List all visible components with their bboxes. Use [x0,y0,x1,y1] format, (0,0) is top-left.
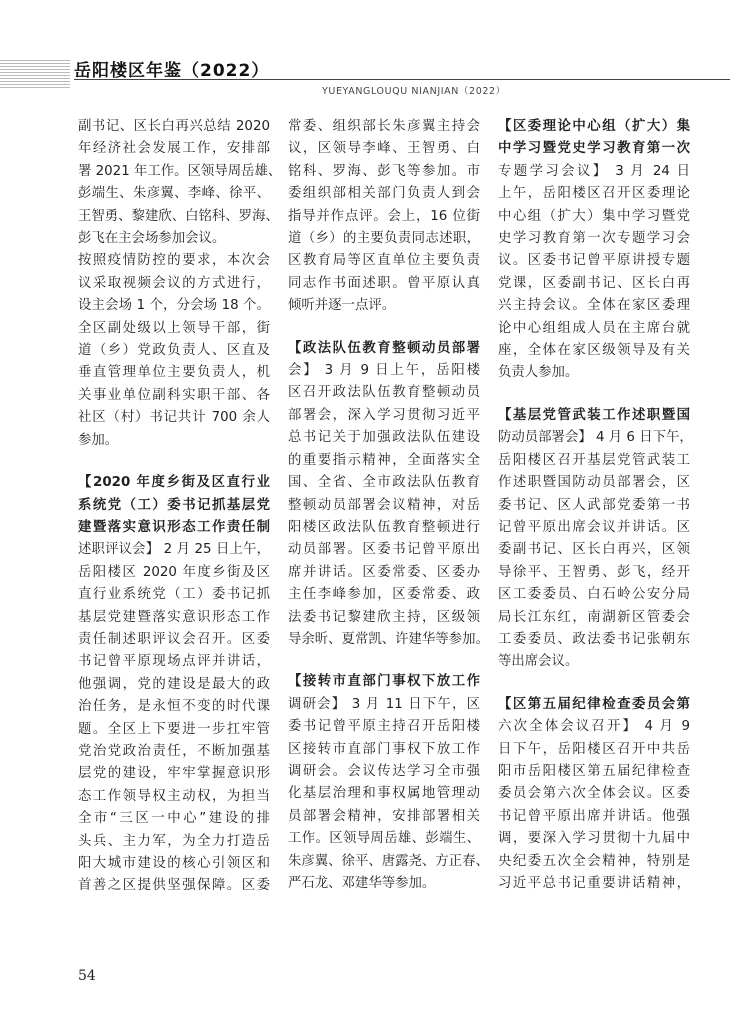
text-line: 彭端生、朱彦翼、李峰、徐平、 [78,186,270,202]
text-line: 委员会第六次全体会议。区委 [498,786,690,802]
text-line: 关事业单位副科实职干部、各 [78,387,270,403]
text-line: 法委书记黎建欣主持，区级领 [288,609,480,625]
text-line: 委组织部相关部门负责人到会 [288,186,480,202]
text-line: 岳阳楼区召开基层党管武装工 [498,452,690,468]
text-line: 党治党政治责任，不断加强基 [78,743,270,759]
paragraph-gap [288,318,480,338]
text-line: 铭科、罗海、彭飞等参加。市 [288,163,480,179]
text-line: 态工作领导权主动权，为担当 [78,788,270,804]
text-line: 基层党建暨落实意识形态工作 [78,609,270,625]
text-line: 治任务，是永恒不变的时代课 [78,699,270,715]
paragraph-gap [78,452,270,472]
text-line: 委书记、区人武部党委第一书 [498,497,690,513]
text-line: 的重要指示精神，全面落实全 [288,452,480,468]
text-line: 道（乡）党政负责人、区直及 [78,343,270,359]
text-line: 作述职暨国防动员部署会，区 [498,475,690,491]
text-line: 中心组（扩大）集中学习暨党 [498,208,690,224]
text-line: 阳市岳阳楼区第五届纪律检查 [498,763,690,779]
text-line: 书记曾平原现场点评并讲话， [78,654,270,670]
entry-heading-line: 【区第五届纪律检查委员会第 [498,696,690,712]
yearbook-subtitle: YUEYANGLOUQU NIANJIAN（2022） [322,86,506,97]
text-line: 直行业系统党（工）委书记抓 [78,587,270,603]
entry-heading-line: 系统党（工）委书记抓基层党 [78,497,270,513]
text-line: 席并讲话。区委常委、区委办 [288,564,480,580]
text-line: 调研会】 3 月 11 日下午，区 [288,696,480,712]
text-line: 习近平总书记重要讲话精神， [498,876,690,891]
yearbook-title: 岳阳楼区年鉴（2022） [74,61,270,81]
text-line: 会】 3 月 9 日上午，岳阳楼 [288,363,480,379]
text-line: 社区（村）书记共计 700 余人 [78,410,270,426]
text-line: 指导并作点评。会上，16 位街 [288,208,480,224]
text-line: 区教育局等区直单位主要负责 [288,253,480,269]
text-line: 头兵、主力军，为全力打造岳 [78,833,270,849]
text-line: 记曾平原出席会议并讲话。区 [498,519,690,535]
text-line: 道（乡）的主要负责同志述职， [288,231,480,247]
text-column-3 [498,116,693,895]
text-line: 整顿动员部署会议精神，对岳 [288,497,480,513]
entry-heading-line: 【政法队伍教育整顿动员部署 [288,340,480,356]
paragraph-gap [498,674,690,694]
text-line: 调研会。会议传达学习全市强 [288,763,480,779]
text-line: 区召开政法队伍教育整顿动员 [288,385,480,401]
text-line: 部署会，深入学习贯彻习近平 [288,407,480,423]
text-line: 防动员部署会】 4 月 6 日下午， [498,430,693,446]
text-line: 局长江东红，南湖新区管委会 [498,609,690,625]
text-line: 层党的建设，牢牢掌握意识形 [78,766,270,782]
text-line: 议。区委书记曾平原讲授专题 [498,253,690,269]
text-line: 年经济社会发展工作，安排部 [78,141,270,157]
text-line: 题。全区上下要进一步扛牢管 [78,721,270,737]
text-line: 议采取视频会议的方式进行， [78,275,270,291]
text-line: 严石龙、邓建华等参加。 [288,876,436,891]
text-line: 委书记曾平原主持召开岳阳楼 [288,719,480,735]
text-line: 总书记关于加强政法队伍建设 [288,430,480,446]
page-number: 54 [78,968,96,984]
text-line: 化基层治理和事权属地管理动 [288,786,480,802]
text-line: 员部署会精神，安排部署相关 [288,808,480,824]
text-line: 按照疫情防控的要求，本次会 [78,253,270,269]
text-line: 央纪委五次全会精神，特别是 [498,853,690,869]
text-line: 常委、组织部长朱彦翼主持会 [288,119,480,134]
text-line: 导徐平、王智勇、彭飞，经开 [498,564,690,580]
text-line: 动员部署。区委书记曾平原出 [288,542,480,558]
text-line: 全区副处级以上领导干部，街 [78,320,270,336]
text-line: 论中心组组成人员在主席台就 [498,320,690,336]
text-line: 书记曾平原出席并讲话。他强 [498,808,690,824]
text-line: 朱彦翼、徐平、唐露尧、方正春、 [288,853,489,869]
text-line: 同志作书面述职。曾平原认真 [288,275,480,291]
text-line: 首善之区提供坚强保障。区委 [78,878,270,894]
text-line: 垂直管理单位主要负责人，机 [78,365,270,381]
text-line: 等出席会议。 [498,654,579,670]
entry-heading-line: 建暨落实意识形态工作责任制 [78,519,270,535]
entry-heading-line: 【接转市直部门事权下放工作 [288,674,480,690]
text-line: 兴主持会议。全体在家区委理 [498,298,690,314]
text-line: 阳楼区政法队伍教育整顿进行 [288,519,480,535]
text-column-2 [288,116,489,895]
text-line: 工作。区领导周岳雄、彭端生、 [288,831,480,847]
text-line: 专题学习会议】 3 月 24 日 [498,163,690,179]
text-line: 区接转市直部门事权下放工作 [288,741,480,757]
text-line: 主任李峰参加，区委常委、政 [288,587,480,603]
entry-heading-line: 【基层党管武装工作述职暨国 [498,407,690,423]
text-line: 岳阳楼区 2020 年度乡街及区 [78,564,270,580]
header-rule [74,79,730,80]
text-line: 日下午，岳阳楼区召开中共岳 [498,741,690,757]
text-line: 责任制述职评议会召开。区委 [78,631,270,647]
text-column-1 [78,116,282,898]
text-line: 副书记、区长白再兴总结 2020 [78,119,270,134]
header-decoration [0,60,70,90]
text-line: 述职评议会】 2 月 25 日上午， [78,542,270,558]
paragraph-gap [498,385,690,405]
running-header [0,52,750,102]
text-line: 负责人参加。 [498,365,579,381]
text-line: 署 2021 年工作。区领导周岳雄、 [78,163,282,179]
text-line: 区工委委员、白石岭公安分局 [498,587,690,603]
text-line: 党课，区委副书记、区长白再 [498,275,690,291]
entry-heading-line: 中学习暨党史学习教育第一次 [498,141,690,157]
entry-heading-line: 【2020 年度乡街及区直行业 [78,475,270,491]
text-line: 导余昕、夏常凯、许建华等参加。 [288,631,489,647]
text-line: 座，全体在家区级领导及有关 [498,343,690,359]
text-line: 工委委员、政法委书记张朝东 [498,631,690,647]
text-line: 他强调，党的建设是最大的政 [78,676,270,692]
text-line: 史学习教育第一次专题学习会 [498,231,690,247]
text-line: 倾听并逐一点评。 [288,298,396,314]
text-line: 全市“三区一中心”建设的排 [78,811,270,827]
text-line: 委副书记、区长白再兴，区领 [498,542,690,558]
text-line: 设主会场 1 个，分会场 18 个。 [78,298,270,314]
text-line: 上午，岳阳楼区召开区委理论 [498,186,690,202]
text-line: 王智勇、黎建欣、白铭科、罗海、 [78,208,279,224]
text-line: 调，要深入学习贯彻十九届中 [498,831,690,847]
text-line: 国、全省、全市政法队伍教育 [288,475,480,491]
entry-heading-line: 【区委理论中心组（扩大）集 [498,119,690,134]
paragraph-gap [288,651,480,671]
text-line: 彭飞在主会场参加会议。 [78,231,226,247]
text-line: 参加。 [78,432,119,448]
text-line: 阳大城市建设的核心引领区和 [78,856,270,871]
text-line: 议，区领导李峰、王智勇、白 [288,141,480,157]
text-line: 六次全体会议召开】 4 月 9 [498,719,690,735]
